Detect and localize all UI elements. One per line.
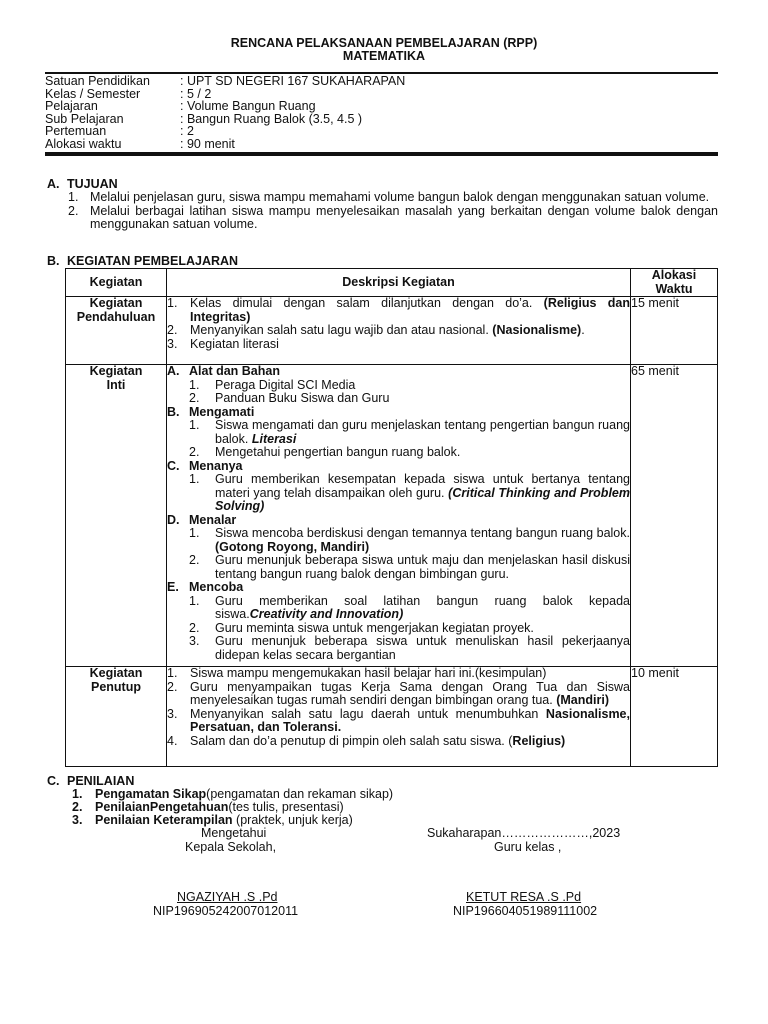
kegiatan-desc: A. Alat dan Bahan 1. Peraga Digital SCI Media 2. Panduan Buku Siswa dan Guru B. Mengamati 1. Siswa mengamati dan guru menjelaskan tentang pengertian bangun ruang balok. Literasi 2. Mengetahui pengertian bangun ruang balok. C. Menanya 1. Guru memberikan kesempatan kepada siswa untuk bertanya tentang materi yang telah disampaikan oleh guru. (Critical Thinking and Problem Solving) D. Menalar 1. Siswa mencoba berdiskusi dengan temannya tentang bangun ruang balok. (Gotong Royong, Mandiri) 2. Guru menunjuk beberapa siswa untuk maju dan menjelaskan hasil diskusi tentang bangun ruang balok dengan bimbingan guru. E. Mencoba 1. Guru memberikan soal latihan bangun ruang balok kepada siswa.Creativity and Innovation) 2. Guru meminta siswa untuk mengerjakan kegiatan proyek. 3. Guru menunjuk beberapa siswa untuk menuliskan hasil pekerjaanya didepan kelas secara bergantian — [167, 365, 631, 667]
kegiatan-time: 10 menit — [631, 667, 718, 767]
signature-right-title: Guru kelas , — [494, 840, 562, 854]
list-item: 2. PenilaianPengetahuan(tes tulis, presentasi) — [72, 800, 344, 814]
signature-left-title: Kepala Sekolah, — [185, 840, 277, 854]
rpp-document: RENCANA PELAKSANAAN PEMBELAJARAN (RPP) MATEMATIKA Satuan Pendidikan : UPT SD NEGERI 167 SUKAHARAPAN Kelas / Semester : 5 / 2 Pelajaran : Volume Bangun Ruang Sub Pelajaran : Bangun Ruang Balok (3.5, 4.5 ) Pertemuan : 2 Alokasi waktu : 90 menit A. TUJUAN 1. Melalui penjelasan guru, siswa mampu memahami volume bangun balok dengan menggunakan satuan volume. 2. Melalui berbagai latihan siswa mampu menyelesaikan masalah yang berkaitan dengan volume balok dengan menggunakan satuan volume. B. KEGIATAN PEMBELAJARAN Kegiatan Deskripsi Kegiatan Alokasi Waktu Kegiatan Pendahuluan 1. Kelas dimulai dengan salam dilanjutkan dengan do’a. (Religius dan Integritas) 2. Menyanyikan salah satu lagu wajib dan atau nasional. (Nasionalisme). 3. Kegiatan literasi 15 menit Kegiatan Inti A. Alat dan Bahan 1. Peraga Digital SCI Media 2. Panduan Buku Siswa dan Guru B. Mengamati 1. Siswa mengamati dan guru menjelaskan tentang pengertian bangun ruang balok. Literasi 2. Mengetahui pengertian bangun ruang balok. C. Menanya 1. Guru memberikan kesempatan kepada siswa untuk bertanya tentang materi yang telah disampaikan oleh guru. (Critical Thinking and Problem Solving) D. Menalar 1. Siswa mencoba berdiskusi dengan temannya tentang bangun ruang balok. (Gotong Royong, Mandiri) 2. Guru menunjuk beberapa siswa untuk maju dan menjelaskan hasil diskusi tentang bangun ruang balok dengan bimbingan guru. E. Mencoba 1. Guru memberikan soal latihan bangun ruang balok kepada siswa.Creativity and Innovation) 2. Guru meminta siswa untuk mengerjakan kegiatan proyek. 3. Guru menunjuk beberapa siswa untuk menuliskan hasil pekerjaanya didepan kelas secara bergantian 65 menit Kegiatan Penutup 1. Siswa mampu mengemukakan hasil belajar hari ini.(kesimpulan) 2. Guru menyampaikan tugas Kerja Sama dengan Orang Tua dan Siswa menyelesaikan tugas rumah sendiri dengan bimbingan orang tua. (Mandiri) 3. Menyanyikan salah satu lagu daerah untuk menumbuhkan Nasionalisme, Persatuan, dan Toleransi. 4. Salam dan do’a penutup di pimpin oleh salah satu siswa. (Religius) 10 menit C. PENILAIAN 1. Pengamatan Sikap(pengamatan dan rekaman sikap) 2. PenilaianPengetahuan(tes tulis, presentasi) 3. Penilaian Keterampilan (praktek, unjuk kerja) Mengetahui Kepala Sekolah, NGAZIYAH .S .Pd NIP196905242007012011 Sukaharapan…………………,2023 Guru kelas , KETUT RESA .S .Pd NIP196604051989111002 — [0, 0, 768, 1024]
signature-right-name: KETUT RESA .S .Pd — [466, 890, 582, 904]
table-header-row — [66, 269, 718, 297]
col-header-alokasi: Alokasi Waktu — [631, 269, 718, 297]
signature-left-label: Mengetahui — [201, 826, 267, 840]
col-header-kegiatan: Kegiatan — [66, 269, 167, 297]
signature-right-nip: NIP196604051989111002 — [453, 904, 598, 918]
document-title: RENCANA PELAKSANAAN PEMBELAJARAN (RPP) — [230, 36, 538, 50]
signature-right-place-date: Sukaharapan…………………,2023 — [427, 826, 621, 840]
kegiatan-name: Kegiatan Inti — [66, 365, 167, 667]
kegiatan-desc: 1. Kelas dimulai dengan salam dilanjutkan dengan do’a. (Religius dan Integritas) 2. Menyanyikan salah satu lagu wajib dan atau nasional. (Nasionalisme). 3. Kegiatan literasi — [167, 297, 631, 365]
document-subject: MATEMATIKA — [342, 49, 426, 63]
bottom-rule — [45, 152, 718, 156]
col-header-deskripsi: Deskripsi Kegiatan — [167, 269, 631, 297]
section-penilaian-heading: C. PENILAIAN — [47, 774, 135, 788]
kegiatan-name: Kegiatan Penutup — [66, 667, 167, 767]
kegiatan-desc: 1. Siswa mampu mengemukakan hasil belajar hari ini.(kesimpulan) 2. Guru menyampaikan tugas Kerja Sama dengan Orang Tua dan Siswa menyelesaikan tugas rumah sendiri dengan bimbingan orang tua. (Mandiri) 3. Menyanyikan salah satu lagu daerah untuk menumbuhkan Nasionalisme, Persatuan, dan Toleransi. 4. Salam dan do’a penutup di pimpin oleh salah satu siswa. (Religius) — [167, 667, 631, 767]
kegiatan-time: 65 menit — [631, 365, 718, 667]
section-tujuan-heading: A. TUJUAN — [47, 177, 118, 191]
kegiatan-table — [65, 268, 718, 767]
penilaian-list — [72, 788, 393, 827]
table-row — [66, 365, 718, 667]
kegiatan-time: 15 menit — [631, 297, 718, 365]
signature-left-name: NGAZIYAH .S .Pd — [177, 890, 278, 904]
kegiatan-name: Kegiatan Pendahuluan — [66, 297, 167, 365]
signature-left-nip: NIP196905242007012011 — [153, 904, 299, 918]
table-row — [66, 667, 718, 767]
list-item: 1. Pengamatan Sikap(pengamatan dan rekaman sikap) — [72, 787, 394, 801]
section-kegiatan-heading: B. KEGIATAN PEMBELAJARAN — [47, 254, 239, 268]
tujuan-list — [66, 191, 718, 232]
list-item: 2. Melalui berbagai latihan siswa mampu menyelesaikan masalah yang berkaitan dengan volume balok dengan menggunakan satuan volume. — [68, 203, 718, 231]
list-item: 3. Penilaian Keterampilan (praktek, unjuk kerja) — [72, 813, 353, 827]
table-row — [66, 297, 718, 365]
list-item: 1. Melalui penjelasan guru, siswa mampu memahami volume bangun balok dengan menggunakan satuan volume. — [68, 190, 710, 204]
